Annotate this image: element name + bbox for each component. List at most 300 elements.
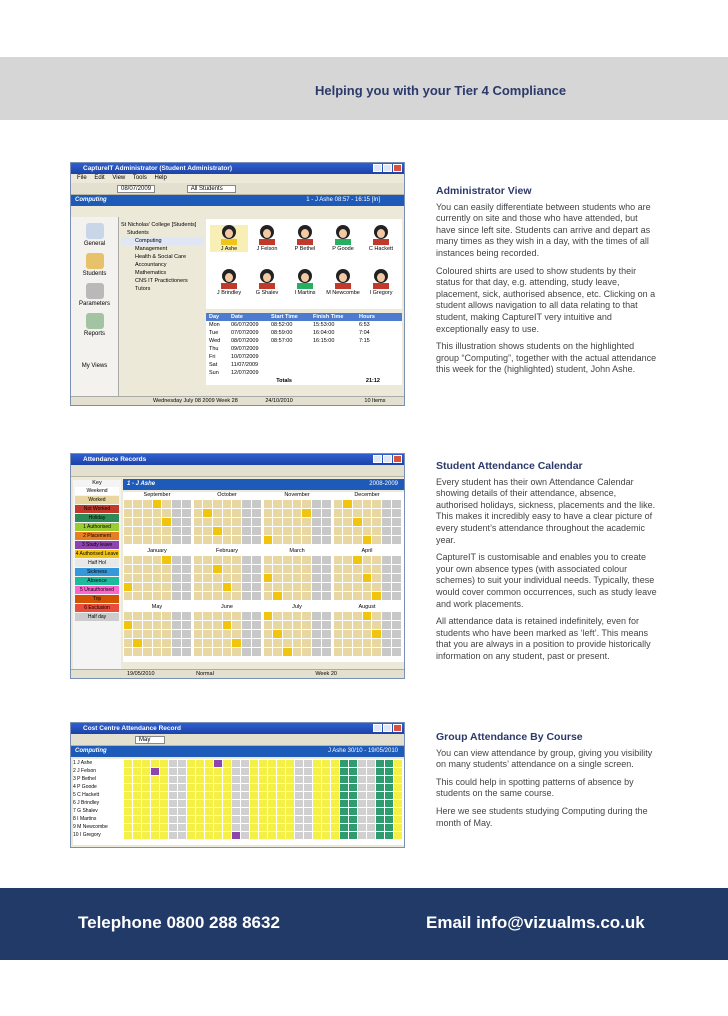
day-cell[interactable] bbox=[392, 639, 401, 647]
day-cell[interactable] bbox=[223, 621, 232, 629]
day-cell[interactable] bbox=[162, 639, 171, 647]
attendance-cell[interactable] bbox=[322, 776, 330, 783]
tree-students[interactable]: Students bbox=[127, 230, 149, 236]
day-cell[interactable] bbox=[392, 574, 401, 582]
attendance-cell[interactable] bbox=[169, 808, 177, 815]
day-cell[interactable] bbox=[223, 612, 232, 620]
day-cell[interactable] bbox=[252, 621, 261, 629]
date-field[interactable]: 08/07/2009 bbox=[117, 185, 155, 193]
attendance-cell[interactable] bbox=[124, 776, 132, 783]
attendance-cell[interactable] bbox=[214, 776, 222, 783]
student-icon[interactable] bbox=[324, 269, 362, 296]
attendance-cell[interactable] bbox=[358, 824, 366, 831]
attendance-cell[interactable] bbox=[196, 816, 204, 823]
tree-accountancy[interactable]: Accountancy bbox=[135, 262, 167, 268]
day-cell[interactable] bbox=[293, 612, 302, 620]
telephone[interactable]: Telephone 0800 288 8632 bbox=[78, 913, 280, 932]
attendance-cell[interactable] bbox=[151, 776, 159, 783]
day-cell[interactable] bbox=[283, 639, 292, 647]
attendance-cell[interactable] bbox=[358, 832, 366, 839]
day-cell[interactable] bbox=[223, 536, 232, 544]
day-cell[interactable] bbox=[334, 583, 343, 591]
day-cell[interactable] bbox=[382, 509, 391, 517]
day-cell[interactable] bbox=[353, 592, 362, 600]
day-cell[interactable] bbox=[194, 621, 203, 629]
day-cell[interactable] bbox=[213, 648, 222, 656]
day-cell[interactable] bbox=[264, 639, 273, 647]
attendance-cell[interactable] bbox=[142, 792, 150, 799]
day-cell[interactable] bbox=[223, 592, 232, 600]
day-cell[interactable] bbox=[363, 556, 372, 564]
day-cell[interactable] bbox=[162, 565, 171, 573]
day-cell[interactable] bbox=[172, 500, 181, 508]
attendance-cell[interactable] bbox=[160, 832, 168, 839]
day-cell[interactable] bbox=[392, 612, 401, 620]
attendance-cell[interactable] bbox=[313, 784, 321, 791]
attendance-cell[interactable] bbox=[241, 760, 249, 767]
day-cell[interactable] bbox=[143, 630, 152, 638]
day-cell[interactable] bbox=[312, 592, 321, 600]
attendance-cell[interactable] bbox=[304, 824, 312, 831]
attendance-cell[interactable] bbox=[259, 808, 267, 815]
attendance-cell[interactable] bbox=[196, 832, 204, 839]
day-cell[interactable] bbox=[124, 648, 133, 656]
day-cell[interactable] bbox=[182, 536, 191, 544]
maximize-icon[interactable] bbox=[383, 164, 392, 172]
student-icon[interactable] bbox=[210, 225, 248, 252]
day-cell[interactable] bbox=[312, 639, 321, 647]
attendance-cell[interactable] bbox=[277, 808, 285, 815]
day-cell[interactable] bbox=[363, 639, 372, 647]
day-cell[interactable] bbox=[302, 630, 311, 638]
student-icon[interactable] bbox=[248, 225, 286, 252]
attendance-cell[interactable] bbox=[250, 808, 258, 815]
day-cell[interactable] bbox=[363, 574, 372, 582]
attendance-cell[interactable] bbox=[187, 776, 195, 783]
day-cell[interactable] bbox=[232, 500, 241, 508]
day-cell[interactable] bbox=[223, 583, 232, 591]
attendance-cell[interactable] bbox=[214, 832, 222, 839]
day-cell[interactable] bbox=[264, 648, 273, 656]
attendance-cell[interactable] bbox=[331, 776, 339, 783]
day-cell[interactable] bbox=[382, 518, 391, 526]
day-cell[interactable] bbox=[133, 621, 142, 629]
attendance-cell[interactable] bbox=[349, 824, 357, 831]
attendance-cell[interactable] bbox=[232, 776, 240, 783]
column-header[interactable]: Finish Time bbox=[313, 314, 344, 320]
day-cell[interactable] bbox=[203, 536, 212, 544]
attendance-cell[interactable] bbox=[259, 792, 267, 799]
attendance-cell[interactable] bbox=[259, 768, 267, 775]
attendance-cell[interactable] bbox=[340, 760, 348, 767]
attendance-cell[interactable] bbox=[268, 824, 276, 831]
student-row[interactable] bbox=[73, 759, 404, 767]
day-cell[interactable] bbox=[264, 621, 273, 629]
attendance-cell[interactable] bbox=[304, 768, 312, 775]
day-cell[interactable] bbox=[194, 500, 203, 508]
attendance-cell[interactable] bbox=[232, 816, 240, 823]
day-cell[interactable] bbox=[232, 509, 241, 517]
attendance-cell[interactable] bbox=[313, 800, 321, 807]
attendance-cell[interactable] bbox=[205, 816, 213, 823]
nav-general[interactable] bbox=[71, 223, 118, 247]
attendance-cell[interactable] bbox=[349, 800, 357, 807]
day-cell[interactable] bbox=[312, 536, 321, 544]
day-cell[interactable] bbox=[273, 574, 282, 582]
day-cell[interactable] bbox=[334, 592, 343, 600]
day-cell[interactable] bbox=[252, 518, 261, 526]
day-cell[interactable] bbox=[133, 500, 142, 508]
day-cell[interactable] bbox=[162, 574, 171, 582]
attendance-cell[interactable] bbox=[205, 760, 213, 767]
attendance-cell[interactable] bbox=[385, 768, 393, 775]
day-cell[interactable] bbox=[153, 565, 162, 573]
student-row[interactable] bbox=[73, 799, 404, 807]
day-cell[interactable] bbox=[133, 527, 142, 535]
day-cell[interactable] bbox=[293, 583, 302, 591]
day-cell[interactable] bbox=[363, 621, 372, 629]
attendance-cell[interactable] bbox=[322, 808, 330, 815]
day-cell[interactable] bbox=[372, 536, 381, 544]
day-cell[interactable] bbox=[353, 527, 362, 535]
attendance-cell[interactable] bbox=[133, 760, 141, 767]
day-cell[interactable] bbox=[312, 621, 321, 629]
attendance-cell[interactable] bbox=[340, 808, 348, 815]
day-cell[interactable] bbox=[273, 648, 282, 656]
table-row[interactable] bbox=[206, 337, 402, 345]
day-cell[interactable] bbox=[124, 527, 133, 535]
attendance-cell[interactable] bbox=[214, 816, 222, 823]
attendance-cell[interactable] bbox=[151, 800, 159, 807]
day-cell[interactable] bbox=[182, 612, 191, 620]
day-cell[interactable] bbox=[242, 639, 251, 647]
day-cell[interactable] bbox=[172, 639, 181, 647]
attendance-cell[interactable] bbox=[376, 824, 384, 831]
day-cell[interactable] bbox=[133, 639, 142, 647]
attendance-cell[interactable] bbox=[187, 792, 195, 799]
day-cell[interactable] bbox=[153, 509, 162, 517]
day-cell[interactable] bbox=[382, 574, 391, 582]
attendance-cell[interactable] bbox=[367, 776, 375, 783]
day-cell[interactable] bbox=[264, 583, 273, 591]
day-cell[interactable] bbox=[372, 565, 381, 573]
attendance-cell[interactable] bbox=[196, 760, 204, 767]
attendance-cell[interactable] bbox=[385, 760, 393, 767]
attendance-cell[interactable] bbox=[196, 808, 204, 815]
attendance-cell[interactable] bbox=[358, 792, 366, 799]
day-cell[interactable] bbox=[162, 630, 171, 638]
attendance-cell[interactable] bbox=[196, 800, 204, 807]
day-cell[interactable] bbox=[143, 518, 152, 526]
day-cell[interactable] bbox=[264, 574, 273, 582]
day-cell[interactable] bbox=[392, 518, 401, 526]
day-cell[interactable] bbox=[293, 518, 302, 526]
day-cell[interactable] bbox=[232, 612, 241, 620]
day-cell[interactable] bbox=[172, 527, 181, 535]
day-cell[interactable] bbox=[363, 527, 372, 535]
attendance-cell[interactable] bbox=[133, 808, 141, 815]
attendance-cell[interactable] bbox=[142, 768, 150, 775]
day-cell[interactable] bbox=[223, 556, 232, 564]
day-cell[interactable] bbox=[153, 612, 162, 620]
attendance-cell[interactable] bbox=[169, 824, 177, 831]
day-cell[interactable] bbox=[363, 612, 372, 620]
day-cell[interactable] bbox=[203, 583, 212, 591]
day-cell[interactable] bbox=[172, 592, 181, 600]
attendance-cell[interactable] bbox=[367, 800, 375, 807]
day-cell[interactable] bbox=[162, 592, 171, 600]
day-cell[interactable] bbox=[343, 518, 352, 526]
day-cell[interactable] bbox=[124, 639, 133, 647]
attendance-cell[interactable] bbox=[295, 792, 303, 799]
attendance-cell[interactable] bbox=[196, 776, 204, 783]
attendance-cell[interactable] bbox=[277, 832, 285, 839]
day-cell[interactable] bbox=[322, 500, 331, 508]
day-cell[interactable] bbox=[133, 574, 142, 582]
attendance-cell[interactable] bbox=[394, 808, 402, 815]
attendance-cell[interactable] bbox=[295, 808, 303, 815]
tree-health[interactable]: Health & Social Care bbox=[135, 254, 187, 260]
attendance-cell[interactable] bbox=[124, 832, 132, 839]
attendance-cell[interactable] bbox=[160, 824, 168, 831]
day-cell[interactable] bbox=[283, 592, 292, 600]
day-cell[interactable] bbox=[213, 574, 222, 582]
day-cell[interactable] bbox=[283, 556, 292, 564]
attendance-cell[interactable] bbox=[160, 768, 168, 775]
attendance-cell[interactable] bbox=[376, 776, 384, 783]
attendance-cell[interactable] bbox=[205, 784, 213, 791]
day-cell[interactable] bbox=[213, 518, 222, 526]
day-cell[interactable] bbox=[153, 639, 162, 647]
day-cell[interactable] bbox=[372, 583, 381, 591]
day-cell[interactable] bbox=[283, 527, 292, 535]
close-icon[interactable] bbox=[393, 164, 402, 172]
attendance-cell[interactable] bbox=[268, 792, 276, 799]
day-cell[interactable] bbox=[162, 518, 171, 526]
day-cell[interactable] bbox=[334, 509, 343, 517]
attendance-cell[interactable] bbox=[376, 760, 384, 767]
attendance-cell[interactable] bbox=[394, 800, 402, 807]
day-cell[interactable] bbox=[232, 574, 241, 582]
attendance-cell[interactable] bbox=[313, 776, 321, 783]
day-cell[interactable] bbox=[143, 565, 152, 573]
day-cell[interactable] bbox=[273, 556, 282, 564]
day-cell[interactable] bbox=[203, 592, 212, 600]
attendance-cell[interactable] bbox=[340, 824, 348, 831]
day-cell[interactable] bbox=[302, 536, 311, 544]
day-cell[interactable] bbox=[353, 509, 362, 517]
day-cell[interactable] bbox=[293, 621, 302, 629]
day-cell[interactable] bbox=[242, 556, 251, 564]
day-cell[interactable] bbox=[242, 630, 251, 638]
attendance-cell[interactable] bbox=[277, 784, 285, 791]
attendance-cell[interactable] bbox=[313, 808, 321, 815]
day-cell[interactable] bbox=[213, 500, 222, 508]
day-cell[interactable] bbox=[182, 574, 191, 582]
day-cell[interactable] bbox=[194, 527, 203, 535]
day-cell[interactable] bbox=[213, 583, 222, 591]
day-cell[interactable] bbox=[133, 556, 142, 564]
student-row[interactable] bbox=[73, 775, 404, 783]
attendance-cell[interactable] bbox=[124, 808, 132, 815]
attendance-cell[interactable] bbox=[295, 784, 303, 791]
day-cell[interactable] bbox=[182, 565, 191, 573]
day-cell[interactable] bbox=[334, 565, 343, 573]
attendance-cell[interactable] bbox=[214, 792, 222, 799]
day-cell[interactable] bbox=[293, 565, 302, 573]
attendance-cell[interactable] bbox=[142, 776, 150, 783]
day-cell[interactable] bbox=[143, 574, 152, 582]
day-cell[interactable] bbox=[283, 621, 292, 629]
menu-help[interactable]: Help bbox=[154, 175, 167, 181]
day-cell[interactable] bbox=[372, 621, 381, 629]
attendance-cell[interactable] bbox=[259, 776, 267, 783]
day-cell[interactable] bbox=[283, 509, 292, 517]
day-cell[interactable] bbox=[242, 574, 251, 582]
attendance-cell[interactable] bbox=[304, 784, 312, 791]
day-cell[interactable] bbox=[162, 648, 171, 656]
day-cell[interactable] bbox=[363, 518, 372, 526]
attendance-cell[interactable] bbox=[169, 816, 177, 823]
day-cell[interactable] bbox=[343, 648, 352, 656]
attendance-cell[interactable] bbox=[394, 768, 402, 775]
day-cell[interactable] bbox=[194, 639, 203, 647]
day-cell[interactable] bbox=[343, 509, 352, 517]
day-cell[interactable] bbox=[273, 500, 282, 508]
attendance-cell[interactable] bbox=[331, 800, 339, 807]
attendance-cell[interactable] bbox=[205, 768, 213, 775]
attendance-cell[interactable] bbox=[160, 808, 168, 815]
attendance-cell[interactable] bbox=[358, 760, 366, 767]
attendance-cell[interactable] bbox=[277, 816, 285, 823]
day-cell[interactable] bbox=[302, 509, 311, 517]
day-cell[interactable] bbox=[143, 536, 152, 544]
student-row[interactable] bbox=[73, 791, 404, 799]
attendance-cell[interactable] bbox=[367, 792, 375, 799]
attendance-cell[interactable] bbox=[142, 784, 150, 791]
attendance-cell[interactable] bbox=[241, 776, 249, 783]
day-cell[interactable] bbox=[124, 500, 133, 508]
attendance-cell[interactable] bbox=[151, 824, 159, 831]
day-cell[interactable] bbox=[273, 536, 282, 544]
day-cell[interactable] bbox=[382, 621, 391, 629]
attendance-cell[interactable] bbox=[232, 824, 240, 831]
day-cell[interactable] bbox=[382, 527, 391, 535]
day-cell[interactable] bbox=[392, 630, 401, 638]
day-cell[interactable] bbox=[372, 648, 381, 656]
day-cell[interactable] bbox=[293, 592, 302, 600]
day-cell[interactable] bbox=[223, 648, 232, 656]
day-cell[interactable] bbox=[133, 592, 142, 600]
day-cell[interactable] bbox=[153, 583, 162, 591]
day-cell[interactable] bbox=[232, 639, 241, 647]
day-cell[interactable] bbox=[312, 565, 321, 573]
day-cell[interactable] bbox=[293, 536, 302, 544]
attendance-cell[interactable] bbox=[250, 784, 258, 791]
attendance-cell[interactable] bbox=[277, 768, 285, 775]
day-cell[interactable] bbox=[302, 500, 311, 508]
day-cell[interactable] bbox=[162, 556, 171, 564]
day-cell[interactable] bbox=[372, 500, 381, 508]
day-cell[interactable] bbox=[194, 583, 203, 591]
day-cell[interactable] bbox=[213, 612, 222, 620]
attendance-cell[interactable] bbox=[232, 808, 240, 815]
attendance-cell[interactable] bbox=[214, 824, 222, 831]
attendance-cell[interactable] bbox=[277, 776, 285, 783]
tree-cns[interactable]: CNS IT Practictioners bbox=[135, 278, 188, 284]
attendance-cell[interactable] bbox=[232, 784, 240, 791]
day-cell[interactable] bbox=[343, 630, 352, 638]
attendance-cell[interactable] bbox=[196, 824, 204, 831]
day-cell[interactable] bbox=[334, 639, 343, 647]
day-cell[interactable] bbox=[283, 500, 292, 508]
attendance-cell[interactable] bbox=[232, 768, 240, 775]
day-cell[interactable] bbox=[322, 509, 331, 517]
attendance-cell[interactable] bbox=[205, 792, 213, 799]
student-row[interactable] bbox=[73, 831, 404, 839]
day-cell[interactable] bbox=[273, 518, 282, 526]
day-cell[interactable] bbox=[283, 630, 292, 638]
attendance-cell[interactable] bbox=[241, 768, 249, 775]
attendance-cell[interactable] bbox=[160, 800, 168, 807]
day-cell[interactable] bbox=[162, 527, 171, 535]
attendance-cell[interactable] bbox=[169, 768, 177, 775]
day-cell[interactable] bbox=[363, 565, 372, 573]
day-cell[interactable] bbox=[153, 648, 162, 656]
attendance-cell[interactable] bbox=[241, 832, 249, 839]
attendance-cell[interactable] bbox=[385, 784, 393, 791]
attendance-cell[interactable] bbox=[160, 784, 168, 791]
day-cell[interactable] bbox=[382, 592, 391, 600]
day-cell[interactable] bbox=[322, 536, 331, 544]
day-cell[interactable] bbox=[293, 639, 302, 647]
day-cell[interactable] bbox=[203, 612, 212, 620]
day-cell[interactable] bbox=[382, 556, 391, 564]
day-cell[interactable] bbox=[194, 648, 203, 656]
day-cell[interactable] bbox=[343, 527, 352, 535]
attendance-cell[interactable] bbox=[313, 816, 321, 823]
attendance-cell[interactable] bbox=[259, 816, 267, 823]
attendance-cell[interactable] bbox=[286, 832, 294, 839]
attendance-cell[interactable] bbox=[268, 816, 276, 823]
day-cell[interactable] bbox=[232, 565, 241, 573]
day-cell[interactable] bbox=[213, 527, 222, 535]
attendance-cell[interactable] bbox=[340, 832, 348, 839]
attendance-cell[interactable] bbox=[178, 824, 186, 831]
attendance-cell[interactable] bbox=[367, 784, 375, 791]
day-cell[interactable] bbox=[143, 500, 152, 508]
day-cell[interactable] bbox=[353, 612, 362, 620]
day-cell[interactable] bbox=[273, 565, 282, 573]
attendance-cell[interactable] bbox=[331, 832, 339, 839]
day-cell[interactable] bbox=[242, 527, 251, 535]
day-cell[interactable] bbox=[293, 648, 302, 656]
day-cell[interactable] bbox=[264, 556, 273, 564]
attendance-cell[interactable] bbox=[142, 800, 150, 807]
day-cell[interactable] bbox=[153, 527, 162, 535]
menu-tools[interactable]: Tools bbox=[132, 175, 147, 181]
day-cell[interactable] bbox=[363, 500, 372, 508]
attendance-cell[interactable] bbox=[178, 832, 186, 839]
attendance-cell[interactable] bbox=[331, 816, 339, 823]
day-cell[interactable] bbox=[182, 556, 191, 564]
attendance-cell[interactable] bbox=[268, 832, 276, 839]
day-cell[interactable] bbox=[252, 565, 261, 573]
day-cell[interactable] bbox=[252, 556, 261, 564]
day-cell[interactable] bbox=[182, 592, 191, 600]
tree-tutors[interactable]: Tutors bbox=[135, 286, 151, 292]
attendance-cell[interactable] bbox=[124, 824, 132, 831]
